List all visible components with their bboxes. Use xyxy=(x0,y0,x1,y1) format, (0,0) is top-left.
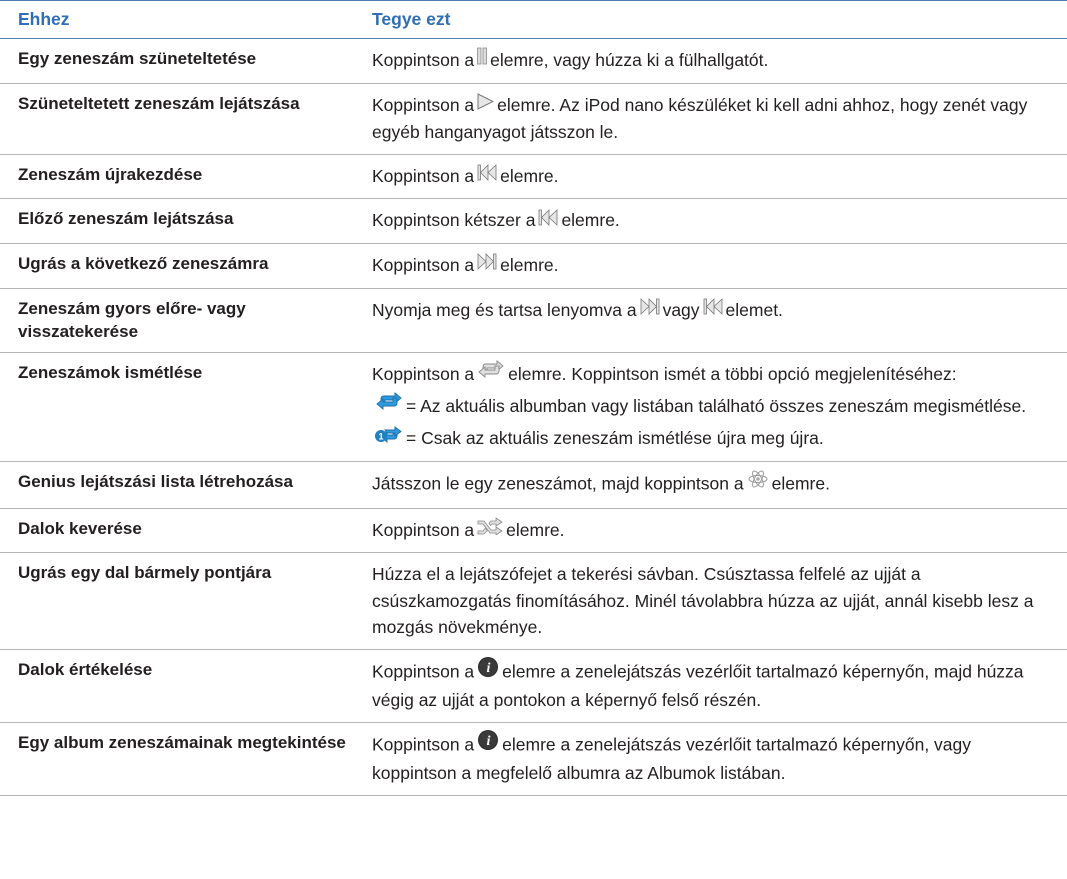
action-cell: Előző zeneszám lejátszása xyxy=(18,209,234,229)
instruction-text xyxy=(372,297,1055,325)
table-row xyxy=(0,553,1067,650)
instruction-pre: Koppintson a xyxy=(372,734,475,754)
instruction-text xyxy=(372,470,1055,500)
table-row xyxy=(0,39,1067,84)
repeat-option-text: = Az aktuális albumban vagy listában található összes zeneszám megismétlése. xyxy=(406,395,1027,416)
pause-icon xyxy=(477,46,487,73)
instruction-post: elemre a zenelejátszás vezérlőit tartalmazó képernyőn, majd húzza végig az ujját a pontokon a képernyő felső részén. xyxy=(372,661,1024,711)
action-cell: Egy zeneszám szüneteltetése xyxy=(18,49,257,68)
action-cell: Zeneszám újrakezdése xyxy=(18,164,203,184)
instruction-cell xyxy=(356,658,1067,714)
instruction-cell xyxy=(356,731,1067,787)
action-cell: Egy album zeneszámainak megtekintése xyxy=(18,732,346,752)
instruction-pre: Koppintson kétszer a xyxy=(372,210,536,231)
repeat-option-text: = Csak az aktuális zeneszám ismétlése újra meg újra. xyxy=(406,427,824,448)
genius-icon xyxy=(747,468,769,498)
action-cell: Szüneteltetett zeneszám lejátszása xyxy=(18,93,300,113)
instruction-pre: Koppintson a xyxy=(372,661,475,681)
table-row xyxy=(0,289,1067,353)
table-row xyxy=(0,723,1067,796)
repeat-option xyxy=(372,393,1055,421)
instruction-cell xyxy=(356,517,1067,545)
column-header-instruction: Tegye ezt xyxy=(372,9,451,29)
instruction-post: elemre. Az iPod nano készüléket ki kell adni ahhoz, hogy zenét vagy egyéb hanganyagot játsszon le. xyxy=(372,94,1028,143)
svg-text:1: 1 xyxy=(378,431,384,441)
instruction-post: elemet. xyxy=(725,299,783,320)
instruction-pre: Koppintson a xyxy=(372,519,475,540)
shuffle-icon xyxy=(477,516,503,543)
instruction-pre: Koppintson a xyxy=(372,165,475,186)
instruction-pre: Koppintson a xyxy=(372,363,475,384)
instruction-pre: Koppintson a xyxy=(372,255,475,275)
instruction-text xyxy=(372,207,1055,235)
instruction-cell xyxy=(356,207,1067,235)
instruction-mid: vagy xyxy=(662,299,700,320)
action-cell: Ugrás egy dal bármely pontjára xyxy=(18,563,272,583)
instruction-post: elemre, vagy húzza ki a fülhallgatót. xyxy=(490,50,769,70)
instruction-text xyxy=(372,517,1055,545)
action-cell: Zeneszám gyors előre- vagy visszatekerése xyxy=(18,298,246,342)
instruction-cell xyxy=(356,47,1067,75)
action-cell: Dalok keverése xyxy=(18,518,142,538)
instruction-cell xyxy=(356,561,1067,641)
table-row xyxy=(0,244,1067,289)
previous-icon xyxy=(703,296,723,323)
instruction-cell xyxy=(356,361,1067,453)
instruction-text xyxy=(372,561,1055,641)
instruction-text xyxy=(372,361,1055,389)
action-cell: Ugrás a következő zeneszámra xyxy=(18,254,269,273)
instruction-cell xyxy=(356,252,1067,280)
instruction-cell xyxy=(356,163,1067,191)
svg-text:i: i xyxy=(486,660,491,676)
column-header-action: Ehhez xyxy=(18,9,70,29)
repeat-all-icon xyxy=(375,391,403,419)
instruction-pre: Koppintson a xyxy=(372,94,475,115)
instruction-cell xyxy=(356,297,1067,344)
table-row xyxy=(0,155,1067,200)
instruction-post: elemre a zenelejátszás vezérlőit tartalmazó képernyőn, vagy koppintson a megfelelő albumra az Albumok listában. xyxy=(372,734,972,784)
instruction-text xyxy=(372,47,1055,75)
instruction-pre: Nyomja meg és tartsa lenyomva a xyxy=(372,299,637,320)
repeat-icon xyxy=(477,359,505,387)
action-cell: Dalok értékelése xyxy=(18,659,153,679)
table-row xyxy=(0,650,1067,723)
play-icon xyxy=(477,91,494,118)
instruction-text xyxy=(372,92,1055,146)
repeat-option xyxy=(372,425,1055,453)
instruction-post: elemre. xyxy=(500,255,559,275)
instruction-cell xyxy=(356,470,1067,500)
table-header xyxy=(0,0,1067,39)
instruction-post: elemre. xyxy=(500,165,559,186)
table-row xyxy=(0,462,1067,509)
instruction-pre: Koppintson a xyxy=(372,50,475,70)
instruction-post: elemre. xyxy=(506,519,565,540)
instruction-pre: Húzza el a lejátszófejet a tekerési sávban. Csúsztassa felfelé az ujját a csúszkamozgatás finomításához. Minél távolabbra húzza az ujját, annál kisebb lesz a mozgás növekménye. xyxy=(372,564,1034,638)
instruction-text xyxy=(372,731,1055,787)
instruction-text xyxy=(372,163,1055,191)
next-icon xyxy=(477,251,497,278)
action-cell: Genius lejátszási lista létrehozása xyxy=(18,472,293,491)
instruction-text xyxy=(372,658,1055,714)
info-icon xyxy=(477,656,499,686)
table-row xyxy=(0,353,1067,462)
instruction-text xyxy=(372,252,1055,280)
previous-icon xyxy=(477,162,497,189)
previous-icon xyxy=(538,207,558,234)
instruction-post: elemre. xyxy=(561,210,620,231)
instruction-post: elemre. xyxy=(771,473,830,494)
instruction-cell xyxy=(356,92,1067,146)
instruction-pre: Játsszon le egy zeneszámot, majd koppintson a xyxy=(372,473,744,494)
table-body xyxy=(0,39,1067,796)
info-icon xyxy=(477,729,499,759)
instruction-post: elemre. Koppintson ismét a többi opció megjelenítéséhez: xyxy=(508,363,957,384)
next-icon xyxy=(640,296,660,323)
table-row xyxy=(0,84,1067,155)
action-cell: Zeneszámok ismétlése xyxy=(18,362,203,382)
repeat-one-icon xyxy=(375,424,403,452)
table-row xyxy=(0,509,1067,554)
table-row xyxy=(0,199,1067,244)
svg-text:i: i xyxy=(486,733,491,749)
